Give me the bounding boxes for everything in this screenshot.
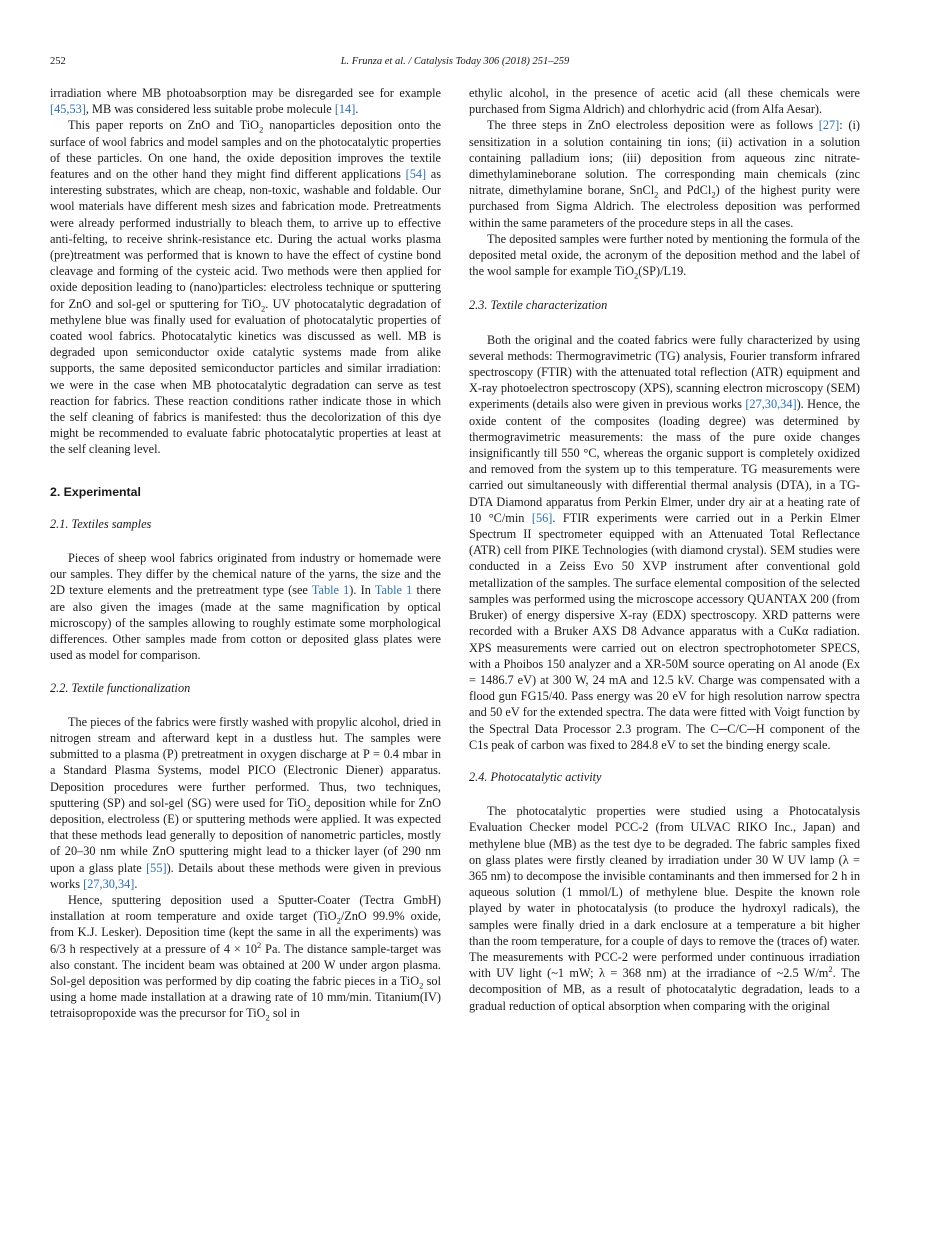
paragraph-textiles: Pieces of sheep wool fabrics originated from industry or homemade were our samples. They differ by the chemical nature of the yarns, the size and the 2D texture elements and the pretreatment type (see Table 1). In Table 1 there are also given the images (made at the same magnification by optical microscopy) of the samples allowing to roughly estimate some morphological differences. Other samples made from cotton or deposited glass plates were used as model for comparison. bbox=[50, 551, 442, 663]
citation-link[interactable]: [45,53] bbox=[50, 102, 86, 117]
paragraph-sputtering: Hence, sputtering deposition used a Sputter-Coater (Tectra GmbH) installation at room temperature and oxide target (TiO$_2$/ZnO 99.9% oxide, from K.J. Lesker). Deposition time (kept the same in all the experiments) was 6/3 h respectively at a pressure of $4 \times 10^2$ Pa. The distance sample-target was also constant. The incident beam was obtained at 200 W under argon plasma. Sol-gel deposition was performed by dip coating the fabric pieces in a TiO$_2$ sol using a home made installation at a drawing rate of 10 mm/min. Titanium(IV) tetraisopropoxide was the precursor for TiO$_2$ sol in bbox=[50, 892, 442, 1023]
subsection-heading: 2.3. Textile characterization bbox=[469, 298, 608, 313]
citation-link[interactable]: [27,30,34] bbox=[83, 876, 135, 891]
section-heading: 2. Experimental bbox=[50, 484, 141, 499]
journal-reference: L. Frunza et al. / Catalysis Today 306 (2018) 251–259 bbox=[340, 56, 570, 67]
subsection-heading: 2.2. Textile functionalization bbox=[50, 680, 191, 695]
subsection-heading: 2.4. Photocatalytic activity bbox=[469, 769, 602, 784]
citation-link[interactable]: [14] bbox=[334, 102, 356, 117]
paragraph-notation: The deposited samples were further noted by mentioning the formula of the deposited metal oxide, the acronym of the deposition method and the label of the wool sample for example TiO$_2$(SP)/L19. bbox=[469, 231, 860, 281]
page-number: 252 bbox=[50, 56, 66, 67]
paragraph-photocatalytic: The photocatalytic properties were studied using a Photocatalysis Evaluation Checker model PCC-2 (from ULVAC RIKO Inc., Japan) and methylene blue (MB) as the test dye to be degraded. The fabric samples fixed on glass plates were firstly cleaned by irradiation under 30 W UV lamp (λ = 365 nm) to decompose the invisible contaminants and then immersed for 2 h in aqueous solution (1 mmol/L) of methylene blue. Despite the known role played by water in photocatalysis (to produce the hydroxyl radicals), the samples were finally dried in a dark enclosure at a temperature a bit higher than the room temperature, for a couple of days to remove the (traces of) water. The measurements with PCC-2 were performed under continuous irradiation with UV light (~1 mW; λ = 368 nm) at the irradiance of ~2.5 $W/m^2$. The decomposition of MB, as a result of photocatalytic degradation, leads to a gradual reduction of optical absorption when comparing with the original bbox=[469, 804, 860, 1013]
paragraph-intro: This paper reports on ZnO and TiO$_2$ nanoparticles deposition onto the surface of wool fabrics and model samples and on the photocatalytic properties of these particles. On one hand, the oxide deposition improves the textile features and on the other hand they might find different applications [54] as interesting substrates, which are cheap, non-toxic, washable and foldable. Our wool materials have different mesh sizes and fabrication mode. Pretreatments were already performed industrially to bleach them, to arrive up to effective anti-felting, to receive shrink-resistance etc. During the actual works plasma (pre)treatment was performed that is known to have the effect of cystine bond cleavage and forming of the cysteic acid. Two methods were then applied for oxide deposition leading to (nano)particles: electroless technique or sputtering for ZnO and sol-gel or sputtering for TiO$_2$. UV photocatalytic degradation of methylene blue was finally used for evaluation of photocatalytic properties of coated wool fabrics. Photocatalytic kinetics was discussed as well. MB is degraded upon semiconductor oxide catalytic systems made from alike supports, the same deposited semiconductor particles and similar irradiation: we were in the case when MB photocatalytic degradation can serve as test reaction for fabrics. These reaction conditions rather indicate those in which the self cleaning of fabrics is manifested: thus the decolorization of this dye might be recommended to evaluate fabric photocatalytic properties at least at the self cleaning level. bbox=[50, 118, 441, 457]
table-link[interactable]: Table 1 bbox=[374, 583, 413, 598]
table-link[interactable]: Table 1 bbox=[311, 583, 350, 598]
paragraph-continued: ethylic alcohol, in the presence of acetic acid (all these chemicals were purchased from Sigma Aldrich) and chlorhydric acid (from Alfa Aesar). bbox=[469, 86, 860, 117]
left-column bbox=[50, 85, 441, 1022]
paragraph-characterization: Both the original and the coated fabrics were fully characterized by using several methods: Thermogravimetric (TG) analysis, Fourier transform infrared spectroscopy (FTIR) with the attenuated total reflection (ATR) equipment and X-ray photoelectron spectroscopy (XPS), scanning electron microscopy (SEM) experiments (details also were given in previous works [27,30,34]). Hence, the oxide content of the composites (loading degree) was determined by thermogravimetric measurements: the mass of the pure oxide changes insignificantly till 550 °C, whereas the organic support is completely oxidized and removed from the system up to this temperature. TG measurements were carried out simultaneously with differential thermal analysis (DTA), in a TG-DTA Diamond apparatus from Perkin Elmer, under dry air at a heating rate of 10 °C/min [56]. FTIR experiments were carried out in a Perkin Elmer Spectrum II spectrometer equipped with an Attenuated Total Reflectance (ATR) cell from PIKE Technologies (with diamond crystal). SEM studies were conducted in a Zeiss Evo 50 XVP instrument after conventional gold metallization of the samples. The surface elemental composition of the selected samples was performed using the microscope accessory QUANTAX 200 (from Bruker) of energy dispersive X-ray (EDX) spectroscopy. XRD patterns were recorded with a Bruker AXS D8 Advance apparatus with a CuKα radiation. XPS measurements were carried out on electron spectrophotometer SPECS, with a Phoibos 150 analyzer and a XR-50M source operating on Al anode (Ex = 1486.7 eV) at 300 W, 24 mA and 12.5 kV. Charge was compensated with a flood gun FG15/40. Pass energy was 20 eV for high resolution narrow spectra and 50 eV for the extended spectra. The data were fitted with Voigt function by the Spectral Data Processor 2.3 program. The C─C/C─H component of the C1s peak of carbon was fixed to 284.8 eV to set the binding energy scale. bbox=[469, 332, 860, 752]
paragraph-functionalization: The pieces of the fabrics were firstly washed with propylic alcohol, dried in nitrogen stream and afterward kept in a dustless hut. The samples were submitted to a plasma (P) pretreatment in oxygen discharge at P = 0.4 mbar in a Standard Plasma Systems, model PICO (Electronic Diener) apparatus. Deposition procedures were further performed. Thus, two techniques, sputtering (SP) and sol-gel (SG) were used for TiO$_2$ deposition while for ZnO deposition, electroless (E) or sputtering methods were applied. It was expected that these methods lead generally to deposition of nanometric particles, mostly of 20–30 nm while ZnO sputtering might lead to a thicker layer (of 290 nm upon a glass plate [55]). Details about these methods were given in previous works [27,30,34]. bbox=[50, 714, 442, 891]
subsection-heading: 2.1. Textiles samples bbox=[50, 516, 152, 531]
paragraph-electroless: The three steps in ZnO electroless deposition were as follows [27]: (i) sensitization in a solution containing tin ions; (ii) activation in a solution containing palladium ions; (iii) deposition from aqueous zinc nitrate-dimethylamineborane solution. The corresponding main chemicals (zinc nitrate, dimethylamine borane, SnCl$_2$ and PdCl$_2$) of the highest purity were purchased from Sigma Aldrich. The electroless deposition was performed within the same parameters of the procedure steps in all the cases. bbox=[469, 118, 861, 230]
citation-link[interactable]: [55] bbox=[146, 860, 167, 875]
citation-link[interactable]: [54] bbox=[405, 167, 427, 182]
citation-link[interactable]: [27] bbox=[818, 118, 840, 133]
citation-link[interactable]: [27,30,34] bbox=[745, 397, 797, 412]
page-header bbox=[50, 56, 860, 70]
right-column bbox=[469, 85, 860, 1014]
citation-link[interactable]: [56] bbox=[531, 510, 553, 525]
paragraph-continued: irradiation where MB photoabsorption may be disregarded see for example [45,53], MB was considered less suitable probe molecule [14]. bbox=[50, 86, 441, 117]
